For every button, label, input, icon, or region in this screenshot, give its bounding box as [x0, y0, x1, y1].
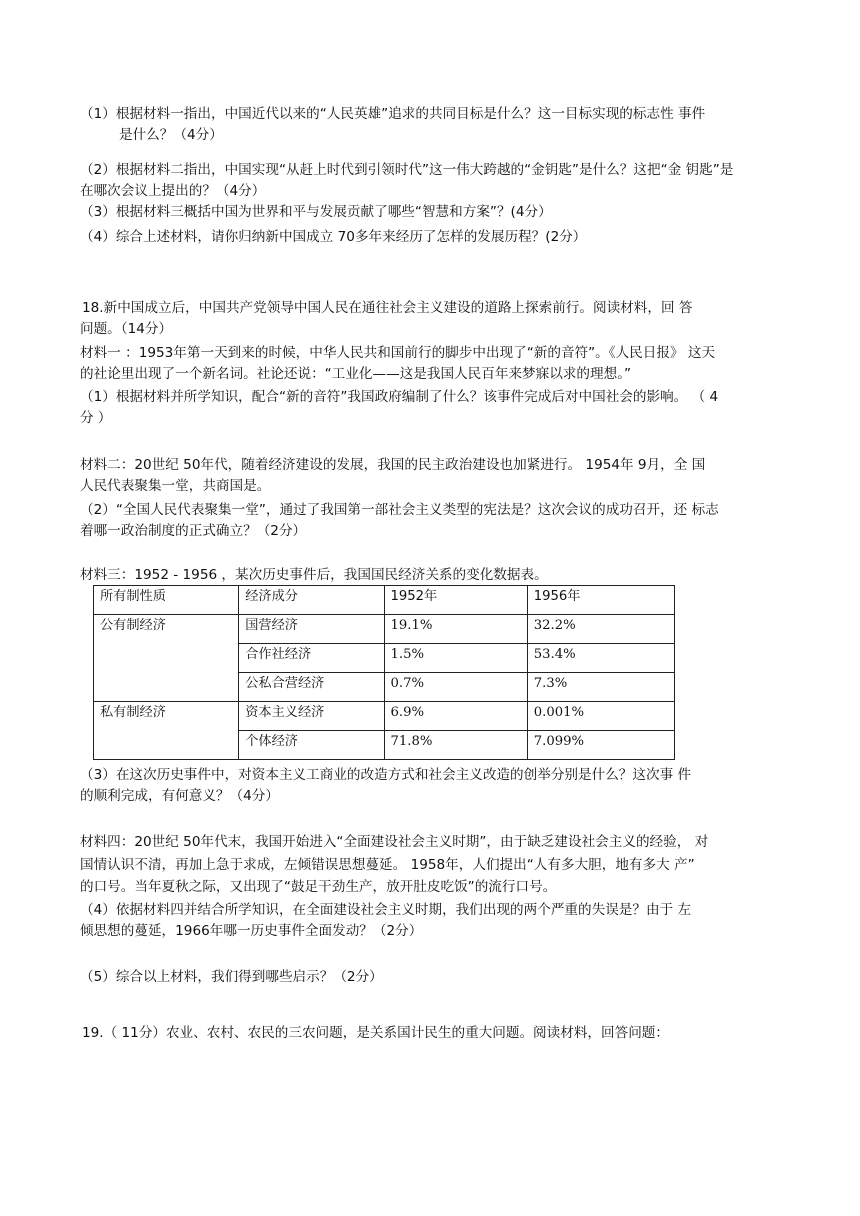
row-1952-value: 0.7% — [384, 673, 527, 702]
material-2-line1: 材料二：20世纪 50年代，随着经济建设的发展，我国的民主政治建设也加紧进行。 1954年 9月，全 国 — [80, 457, 706, 473]
row-1956-value: 7.3% — [527, 673, 674, 702]
row-1952-value: 71.8% — [384, 731, 527, 760]
row-1952-value: 19.1% — [384, 615, 527, 644]
q18-3-line1: （3）在这次历史事件中，对资本主义工商业的改造方式和社会主义改造的创举分别是什么？这次事 件 — [80, 767, 692, 783]
q19-intro: 19.（ 11分）农业、农村、农民的三农问题，是关系国计民生的重大问题。阅读材料，回答问题： — [82, 1025, 669, 1041]
row-component: 国营经济 — [239, 615, 384, 644]
material-3-intro: 材料三：1952 - 1956 ，某次历史事件后，我国国民经济关系的变化数据表。 — [80, 567, 548, 583]
table-row — [94, 615, 675, 644]
header-ownership: 所有制性质 — [94, 586, 239, 615]
row-component: 公私合营经济 — [239, 673, 384, 702]
q17-3: （3）根据材料三概括中国为世界和平与发展贡献了哪些“智慧和方案”？(4分） — [80, 204, 552, 220]
row-1956-value: 0.001% — [527, 702, 674, 731]
material-4-line1: 材料四：20世纪 50年代末，我国开始进入“全面建设社会主义时期”，由于缺乏建设社会主义的经验， 对 — [80, 834, 709, 850]
q17-2-line2: 在哪次会议上提出的？（4分） — [80, 183, 266, 199]
row-component: 资本主义经济 — [239, 702, 384, 731]
material-1-line2: 的社论里出现了一个新名词。社论还说：“工业化——这是我国人民百年来梦寐以求的理想。” — [80, 366, 632, 382]
header-component: 经济成分 — [239, 586, 384, 615]
table-header-row — [94, 586, 675, 615]
q17-1-line2: 是什么？（4分） — [119, 127, 223, 143]
row-1956-value: 53.4% — [527, 644, 674, 673]
q18-2-line1: （2）“全国人民代表聚集一堂”，通过了我国第一部社会主义类型的宪法是？这次会议的成功召开，还 标志 — [80, 502, 719, 518]
material-4-line2: 国情认识不清，再加上急于求成，左倾错误思想蔓延。 1958年，人们提出“人有多大胆，地有多大 产” — [80, 857, 695, 873]
economy-data-table — [93, 585, 675, 760]
row-1952-value: 1.5% — [384, 644, 527, 673]
q17-2-line1: （2）根据材料二指出，中国实现“从赶上时代到引领时代”这一伟大跨越的“金钥匙”是什么？这把“金 钥匙”是 — [80, 162, 734, 178]
q18-5: （5）综合以上材料，我们得到哪些启示？（2分） — [80, 969, 383, 985]
q18-intro-line2: 问题。（14分） — [80, 321, 173, 337]
q18-4-line2: 倾思想的蔓延，1966年哪一历史事件全面发动？（2分） — [80, 923, 423, 939]
material-2-line2: 人民代表聚集一堂，共商国是。 — [80, 478, 271, 494]
q18-4-line1: （4）依据材料四并结合所学知识，在全面建设社会主义时期，我们出现的两个严重的失误是？由于 左 — [80, 902, 692, 918]
material-1-line1: 材料一 ：1953年第一天到来的时候，中华人民共和国前行的脚步中出现了“新的音符”。《人民日报》 这天 — [80, 345, 716, 361]
q18-intro-line1: 18.新中国成立后，中国共产党领导中国人民在通往社会主义建设的道路上探索前行。阅读材料，回 答 — [82, 300, 693, 316]
row-1952-value: 6.9% — [384, 702, 527, 731]
q17-1-line1: （1）根据材料一指出，中国近代以来的“人民英雄”追求的共同目标是什么？这一目标实现的标志性 事件 — [80, 106, 706, 122]
header-1956: 1956年 — [527, 586, 674, 615]
group-public: 公有制经济 — [94, 615, 239, 702]
q17-4: （4）综合上述材料，请你归纳新中国成立 70多年来经历了怎样的发展历程？(2分） — [80, 229, 587, 245]
group-private: 私有制经济 — [94, 702, 239, 760]
q18-1-line2: 分 ） — [80, 410, 112, 426]
header-1952: 1952年 — [384, 586, 527, 615]
row-1956-value: 7.099% — [527, 731, 674, 760]
q18-1-line1: （1）根据材料并所学知识，配合“新的音符”我国政府编制了什么？该事件完成后对中国社会的影响。 （ 4 — [80, 389, 719, 405]
row-1956-value: 32.2% — [527, 615, 674, 644]
q18-2-line2: 着哪一政治制度的正式确立？（2分） — [80, 523, 307, 539]
row-component: 个体经济 — [239, 731, 384, 760]
row-component: 合作社经济 — [239, 644, 384, 673]
material-4-line3: 的口号。当年夏秋之际，又出现了“鼓足干劲生产，放开肚皮吃饭”的流行口号。 — [80, 879, 557, 895]
table-row — [94, 702, 675, 731]
q18-3-line2: 的顺利完成，有何意义？（4分） — [80, 788, 279, 804]
